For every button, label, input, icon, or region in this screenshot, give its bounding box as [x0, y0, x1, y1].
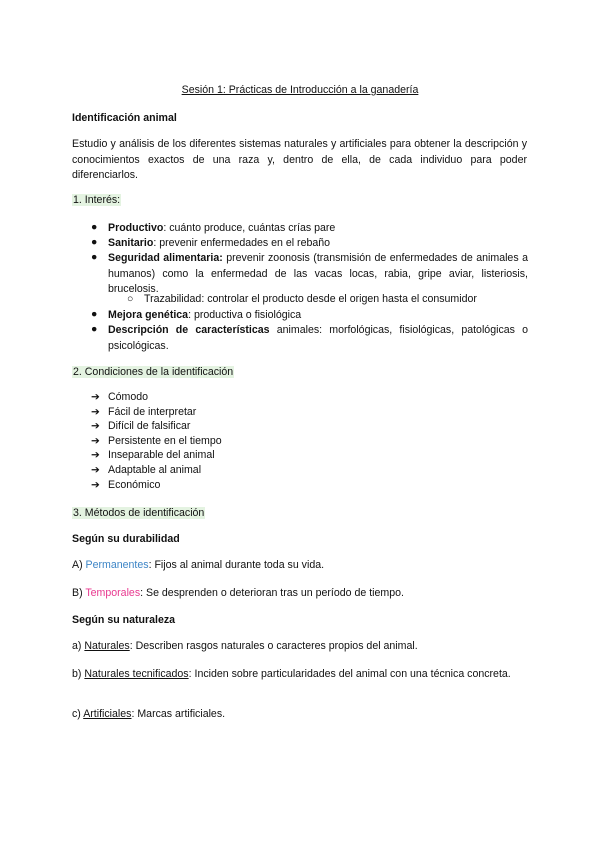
condiciones-heading: [72, 366, 234, 378]
condicion-item: Cómodo: [108, 391, 149, 403]
interes-sep: :: [163, 222, 167, 234]
condicion-item: Persistente en el tiempo: [108, 435, 222, 447]
artificiales-text: : Marcas artificiales.: [131, 708, 226, 720]
tecnificados-term: Naturales tecnificados: [84, 668, 189, 680]
bullet-icon: ●: [91, 251, 98, 263]
naturales-text: : Describen rasgos naturales o caracteres propios del animal.: [129, 640, 418, 652]
durabilidad-heading: Según su durabilidad: [72, 533, 180, 545]
condicion-item: Inseparable del animal: [108, 449, 215, 461]
condicion-item: Adaptable al animal: [108, 464, 202, 476]
page-title: Sesión 1: Prácticas de Introducción a la ganadería: [181, 84, 419, 96]
right-arrow-icon: ➔: [91, 479, 100, 491]
permanentes-text: : Fijos al animal durante toda su vida.: [148, 559, 325, 571]
interes-heading: [72, 194, 121, 206]
bullet-icon: ●: [91, 323, 98, 335]
interes-term: Sanitario: [108, 237, 154, 249]
artificiales-term: Artificiales: [83, 708, 132, 720]
interes-term: Mejora genética: [108, 309, 189, 321]
interes-subitem: Trazabilidad: controlar el producto desde el origen hasta el consumidor: [144, 293, 477, 305]
bullet-icon: ●: [91, 221, 98, 233]
interes-item: [108, 308, 528, 324]
naturales-prefix: a): [72, 640, 85, 652]
temporales-line: [72, 587, 404, 599]
permanentes-prefix: A): [72, 559, 86, 571]
interes-item: [108, 236, 528, 252]
intro-paragraph: Estudio y análisis de los diferentes sistemas naturales y artificiales para obtener la descripción y conocimientos exactos de una raza y, dentro de ella, de cada individuo para poder diferenciarlos.: [72, 138, 527, 181]
condicion-item: Difícil de falsificar: [108, 420, 191, 432]
interes-text: prevenir zoonosis (transmisión de enfermedades de animales a humanos) como la enfermedad de las vacas locas, rabia, gripe aviar, listeriosis, brucelosis.: [108, 252, 529, 295]
interes-term: Productivo: [108, 222, 164, 234]
interes-item: [108, 221, 528, 237]
interes-item: [108, 251, 528, 298]
tecnificados-text: : Inciden sobre particularidades del animal con una técnica concreta.: [188, 668, 511, 680]
condiciones-heading-text: 2. Condiciones de la identificación: [73, 366, 234, 378]
interes-sep: :: [153, 237, 157, 249]
interes-text: prevenir enfermedades en el rebaño: [156, 237, 331, 249]
permanentes-line: [72, 559, 324, 571]
artificiales-line: [72, 708, 225, 720]
temporales-term: Temporales: [85, 587, 141, 599]
bullet-icon: ●: [91, 236, 98, 248]
permanentes-term: Permanentes: [85, 559, 149, 571]
condicion-item: Económico: [108, 479, 161, 491]
interes-sep: :: [188, 309, 192, 321]
interes-text: animales: morfológicas, fisiológicas, patológicas o psicológicas.: [108, 324, 528, 352]
naturales-term: Naturales: [84, 640, 130, 652]
interes-term: Descripción de características: [108, 324, 270, 336]
right-arrow-icon: ➔: [91, 435, 100, 447]
right-arrow-icon: ➔: [91, 391, 100, 403]
condicion-item: Fácil de interpretar: [108, 406, 197, 418]
interes-text: productiva o fisiológica: [191, 309, 302, 321]
interes-text: cuánto produce, cuántas crías pare: [166, 222, 336, 234]
metodos-heading-text: 3. Métodos de identificación: [73, 507, 205, 519]
tecnificados-prefix: b): [72, 668, 85, 680]
artificiales-prefix: c): [72, 708, 84, 720]
right-arrow-icon: ➔: [91, 406, 100, 418]
right-arrow-icon: ➔: [91, 449, 100, 461]
right-arrow-icon: ➔: [91, 420, 100, 432]
section-heading: Identificación animal: [72, 112, 177, 124]
bullet-icon: ●: [91, 308, 98, 320]
naturales-line: [72, 640, 418, 652]
metodos-heading: [72, 507, 205, 519]
tecnificados-line: [72, 667, 527, 683]
right-arrow-icon: ➔: [91, 464, 100, 476]
naturaleza-heading: Según su naturaleza: [72, 614, 176, 626]
hollow-circle-icon: ○: [127, 293, 134, 305]
interes-heading-text: 1. Interés:: [73, 194, 121, 206]
interes-item: [108, 323, 528, 354]
temporales-text: : Se desprenden o deterioran tras un período de tiempo.: [140, 587, 404, 599]
interes-term: Seguridad alimentaria:: [108, 252, 223, 264]
temporales-prefix: B): [72, 587, 86, 599]
